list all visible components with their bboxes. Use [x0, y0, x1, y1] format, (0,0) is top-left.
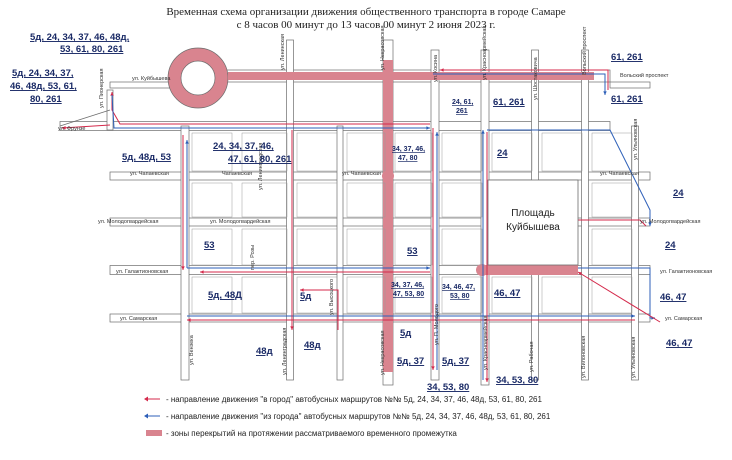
- route-label-24-east-top: 24: [673, 188, 684, 199]
- city-block: [242, 133, 287, 171]
- route-label-53-left: 53: [204, 240, 215, 251]
- street-galaktionovskaya-right: ул. Галактионовская: [660, 269, 713, 275]
- closure-galaktionovskaya-east: [478, 265, 578, 275]
- map-title: Временная схема организации движения общественного транспорта в городе Самаре: [166, 6, 566, 18]
- route-label-48d-a: 48д: [256, 346, 273, 357]
- route-label-5d: 5д: [300, 291, 312, 302]
- street-samarskaya-right: ул. Самарская: [665, 316, 703, 322]
- route-label-ne-mid: 61, 261: [493, 97, 525, 108]
- road-kuibysheva-west: [110, 82, 170, 88]
- city-block: [395, 183, 432, 217]
- route-label-box1-2: 47, 53, 80: [393, 291, 425, 298]
- legend-outbound-arrowhead: [144, 414, 148, 419]
- route-label-24-east-bottom: 24: [665, 240, 676, 251]
- route-label-w-1: 5д, 24, 34, 37,: [12, 68, 74, 79]
- street-molodaya: ул. П. Молодого: [434, 304, 440, 345]
- street-krasnoarmeiskaya: ул. Красноармейская: [483, 315, 489, 370]
- street-leninskaya: ул. Ленинская: [280, 33, 286, 70]
- route-label-nekr-2: 47, 80: [398, 155, 418, 162]
- street-chapaevskaya-mid: ул. Чапаевская: [342, 171, 381, 177]
- route-label-48d-b: 48д: [304, 340, 321, 351]
- city-block: [192, 133, 232, 171]
- arrow-outbound-galaktionovskaya-east: [578, 268, 655, 318]
- city-block: [347, 183, 385, 217]
- street-shostakovicha: ул. Шостаковича: [533, 57, 539, 100]
- city-block: [442, 183, 482, 217]
- route-label-box1-1: 34, 37, 46,: [391, 282, 425, 289]
- route-label-w-2: 46, 48д, 53, 61,: [10, 81, 77, 92]
- route-label-box2-1: 34, 46, 47,: [442, 284, 476, 291]
- city-block: [347, 133, 385, 171]
- closure-square-corner: [476, 264, 488, 276]
- city-block: [592, 277, 632, 313]
- route-label-nekr-1: 34, 37, 46,: [392, 146, 426, 153]
- street-ulyanovskaya-top: ул. Ульяновская: [633, 118, 639, 160]
- city-block: [592, 183, 632, 217]
- route-label-nw-2: 53, 61, 80, 261: [60, 44, 124, 55]
- arrow-outbound-volskiy-head: [603, 91, 606, 95]
- street-ventseka: ул. Вензека: [189, 335, 195, 365]
- street-molodogvardeiskaya-right: ул. Молодогвардейская: [640, 219, 701, 225]
- city-block: [442, 133, 482, 171]
- legend: [144, 395, 551, 438]
- closure-nekrasovskaya: [383, 60, 393, 372]
- street-galaktionovskaya-left: ул. Галактионовская: [116, 269, 169, 275]
- street-frunze: ул. Фрунзе: [58, 126, 86, 132]
- route-label-pionerskaya: 5д, 48д, 53: [122, 152, 172, 163]
- street-samarskaya-left: ул. Самарская: [120, 316, 158, 322]
- road-volskiy: [610, 82, 650, 88]
- closure-kuibysheva: [228, 72, 594, 80]
- street-ulyanovskaya: ул. Ульяновская: [631, 336, 637, 378]
- street-leningradskaya: ул. Ленинградская: [258, 142, 264, 190]
- city-block: [242, 229, 287, 265]
- city-block: [542, 133, 582, 171]
- city-block: [297, 133, 337, 171]
- road-ventseka: [181, 126, 189, 380]
- closure-nekrasovskaya-chapaevskaya: [382, 170, 394, 182]
- road-vilonovskaya: [582, 50, 589, 380]
- arrow-inbound-frunze: [112, 92, 430, 124]
- route-label-n-small-2: 261: [456, 108, 468, 115]
- route-label-34-53-80-a: 34, 53, 80: [427, 382, 470, 393]
- street-volskiy-top: Вольский проспект: [582, 26, 588, 75]
- route-label-5d-48d: 5д, 48Д: [208, 290, 242, 301]
- route-label-n-small-1: 24, 61,: [452, 99, 474, 106]
- street-krasnoarmeiskaya-top: ул. Красноармейская: [482, 25, 488, 80]
- street-vyskaya: ул. Высоцкого: [329, 278, 335, 315]
- street-pionerskaya: ул. Пионерская: [99, 68, 105, 108]
- route-label-46-47-east-bottom: 46, 47: [666, 338, 693, 349]
- street-leningradskaya-2: ул. Ленинградская: [282, 327, 288, 375]
- street-rabochaya: ул. Рабочая: [529, 341, 535, 372]
- city-block: [542, 277, 582, 313]
- route-label-5d-37-a: 5д, 37: [397, 356, 425, 367]
- route-label-ne-bottom: 61, 261: [611, 94, 643, 105]
- city-block: [592, 229, 632, 265]
- city-block: [592, 133, 632, 171]
- street-molodogvardeiskaya-center: ул. Молодогвардейская: [210, 219, 271, 225]
- street-rozy: пер. Розы: [250, 244, 256, 270]
- road-samarskaya: [110, 314, 650, 322]
- street-kuibysheva: ул. Куйбышева: [132, 76, 171, 82]
- street-vilonovskaya: ул. Вилоновская: [581, 335, 587, 378]
- square-label-1: Площадь: [511, 208, 555, 219]
- street-chapaevskaya-center: Чапаевская: [222, 171, 252, 177]
- legend-closure-text: - зоны перекрытий на протяжении рассматриваемого временного промежутка: [166, 429, 457, 438]
- street-nekrasovskaya-bottom: ул. Некрасовская: [380, 330, 386, 375]
- route-label-46-47-east-top: 46, 47: [660, 292, 687, 303]
- legend-closure-swatch: [146, 430, 162, 436]
- route-label-24-mid: 24: [497, 148, 508, 159]
- city-block: [242, 277, 287, 313]
- city-block: [242, 183, 287, 217]
- route-label-nw-1: 5д, 24, 34, 37, 46, 48д,: [30, 32, 130, 43]
- city-block: [192, 183, 232, 217]
- route-label-center-1: 24, 34, 37, 46,: [213, 141, 274, 152]
- map-subtitle: с 8 часов 00 минут до 13 часов 00 минут 2 июня 2023 г.: [236, 19, 496, 31]
- route-label-ne-top: 61, 261: [611, 52, 643, 63]
- route-label-w-3: 80, 261: [30, 94, 62, 105]
- route-label-53-center: 53: [407, 246, 418, 257]
- legend-inbound-text: - направление движения "в город" автобусных маршрутов №№ 5д, 24, 34, 37, 46, 48д, 53, 61, 80, 261: [166, 395, 542, 404]
- street-volskiy: Вольский проспект: [620, 73, 669, 79]
- route-label-5d-s: 5д: [400, 328, 412, 339]
- street-nekrasovskaya-top: ул. Некрасовская: [380, 25, 386, 70]
- city-block: [347, 229, 385, 265]
- street-chapaevskaya-left: ул. Чапаевская: [130, 171, 169, 177]
- legend-inbound-arrowhead: [144, 397, 148, 402]
- legend-outbound-text: - направление движения "из города" автобусных маршрутов №№ 5д, 24, 34, 37, 46, 48д, 53, 61, 80, 261: [166, 412, 551, 421]
- city-block: [442, 229, 482, 265]
- city-block: [347, 277, 385, 313]
- street-chapaevskaya-right: ул. Чапаевская: [600, 171, 639, 177]
- city-block: [297, 229, 337, 265]
- street-molodogvardeiskaya-left: ул. Молодогвардейская: [98, 219, 159, 225]
- road-frunze: [60, 122, 610, 131]
- roundabout-center: [181, 61, 215, 95]
- route-label-center-2: 47, 61, 80, 261: [228, 154, 292, 165]
- road-vyskaya: [337, 126, 343, 380]
- route-label-34-53-80-b: 34, 53, 80: [496, 375, 539, 386]
- route-label-box2-2: 53, 80: [450, 293, 470, 300]
- square-label-2: Куйбышева: [506, 222, 560, 233]
- street-kostina: ул. Косина: [433, 54, 439, 82]
- route-label-5d-37-b: 5д, 37: [442, 356, 470, 367]
- city-block: [297, 183, 337, 217]
- route-label-46-47-near: 46, 47: [494, 288, 521, 299]
